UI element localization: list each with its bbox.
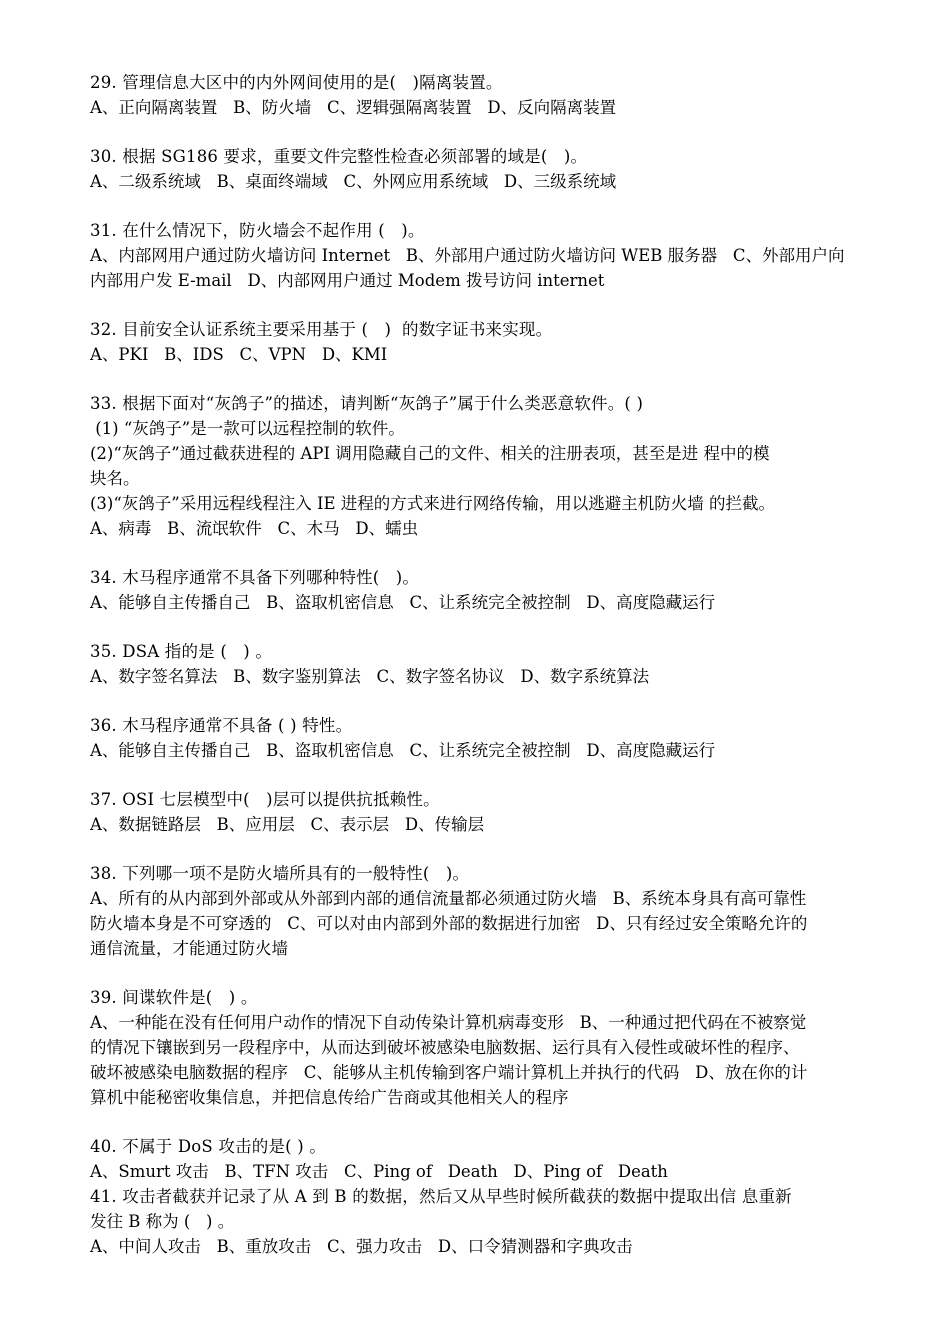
options-line: A、二级系统域 B、桌面终端域 C、外网应用系统域 D、三级系统域: [90, 172, 617, 191]
description-line: 块名。: [90, 469, 140, 488]
question-line: 30. 根据 SG186 要求，重要文件完整性检查必须部署的域是( )。: [90, 147, 588, 166]
options-line: A、数据链路层 B、应用层 C、表示层 D、传输层: [90, 815, 485, 834]
options-line: A、Smurt 攻击 B、TFN 攻击 C、Ping of Death D、Ping of Death: [90, 1162, 668, 1181]
question-line: 37. OSI 七层模型中( )层可以提供抗抵赖性。: [90, 790, 440, 809]
description-line: (2)“灰鸽子”通过截获进程的 API 调用隐藏自己的文件、相关的注册表项，甚至是进 程中的模: [90, 444, 770, 463]
question-line: 35. DSA 指的是 ( ) 。: [90, 642, 273, 661]
question-40: [90, 1134, 908, 1184]
options-line: A、能够自主传播自己 B、盗取机密信息 C、让系统完全被控制 D、高度隐藏运行: [90, 741, 716, 760]
question-line: 39. 间谍软件是( ) 。: [90, 988, 258, 1007]
question-32: [90, 317, 908, 367]
question-36: [90, 713, 908, 763]
question-31: [90, 218, 908, 293]
options-line: 内部用户发 E-mail D、内部网用户通过 Modem 拨号访问 internet: [90, 271, 605, 290]
options-line: A、病毒 B、流氓软件 C、木马 D、蠕虫: [90, 519, 419, 538]
options-line: 防火墙本身是不可穿透的 C、可以对由内部到外部的数据进行加密 D、只有经过安全策略允许的: [90, 914, 808, 933]
question-line: 38. 下列哪一项不是防火墙所具有的一般特性( )。: [90, 864, 470, 883]
question-line: 40. 不属于 DoS 攻击的是( ) 。: [90, 1137, 327, 1156]
options-line: A、中间人攻击 B、重放攻击 C、强力攻击 D、口令猜测器和字典攻击: [90, 1237, 633, 1256]
question-41: [90, 1184, 908, 1259]
document-page: [90, 70, 908, 1283]
options-line: 的情况下镶嵌到另一段程序中，从而达到破坏被感染电脑数据、运行具有入侵性或破坏性的程序、: [90, 1038, 800, 1057]
options-line: A、正向隔离装置 B、防火墙 C、逻辑强隔离装置 D、反向隔离装置: [90, 98, 617, 117]
question-29: [90, 70, 908, 120]
question-line: 33. 根据下面对“灰鸽子”的描述，请判断“灰鸽子”属于什么类恶意软件。( ): [90, 394, 644, 413]
question-38: [90, 861, 908, 961]
question-line: 34. 木马程序通常不具备下列哪种特性( )。: [90, 568, 420, 587]
description-line: (1) “灰鸽子”是一款可以远程控制的软件。: [90, 419, 405, 438]
options-line: A、能够自主传播自己 B、盗取机密信息 C、让系统完全被控制 D、高度隐藏运行: [90, 593, 716, 612]
question-line: 31. 在什么情况下，防火墙会不起作用 ( )。: [90, 221, 425, 240]
options-line: A、内部网用户通过防火墙访问 Internet B、外部用户通过防火墙访问 WEB 服务器 C、外部用户向: [90, 246, 845, 265]
question-37: [90, 787, 908, 837]
question-line: 36. 木马程序通常不具备 ( ) 特性。: [90, 716, 353, 735]
question-line: 41. 攻击者截获并记录了从 A 到 B 的数据，然后又从早些时候所截获的数据中提取出信 息重新: [90, 1187, 792, 1206]
options-line: 破坏被感染电脑数据的程序 C、能够从主机传输到客户端计算机上并执行的代码 D、放在你的计: [90, 1063, 808, 1082]
options-line: A、数字签名算法 B、数字鉴别算法 C、数字签名协议 D、数字系统算法: [90, 667, 650, 686]
options-line: A、所有的从内部到外部或从外部到内部的通信流量都必须通过防火墙 B、系统本身具有高可靠性: [90, 889, 807, 908]
description-line: (3)“灰鸽子”采用远程线程注入 IE 进程的方式来进行网络传输，用以逃避主机防火墙 的拦截。: [90, 494, 776, 513]
question-34: [90, 565, 908, 615]
question-line: 29. 管理信息大区中的内外网间使用的是( )隔离装置。: [90, 73, 503, 92]
question-line: 32. 目前安全认证系统主要采用基于 ( ) 的数字证书来实现。: [90, 320, 553, 339]
options-line: 通信流量，才能通过防火墙: [90, 939, 288, 958]
options-line: A、一种能在没有任何用户动作的情况下自动传染计算机病毒变形 B、一种通过把代码在不被察觉: [90, 1013, 807, 1032]
question-line: 发往 B 称为 ( ) 。: [90, 1212, 235, 1231]
question-35: [90, 639, 908, 689]
options-line: 算机中能秘密收集信息，并把信息传给广告商或其他相关人的程序: [90, 1088, 569, 1107]
question-33: [90, 391, 908, 541]
question-39: [90, 985, 908, 1110]
question-30: [90, 144, 908, 194]
options-line: A、PKI B、IDS C、VPN D、KMI: [90, 345, 388, 364]
